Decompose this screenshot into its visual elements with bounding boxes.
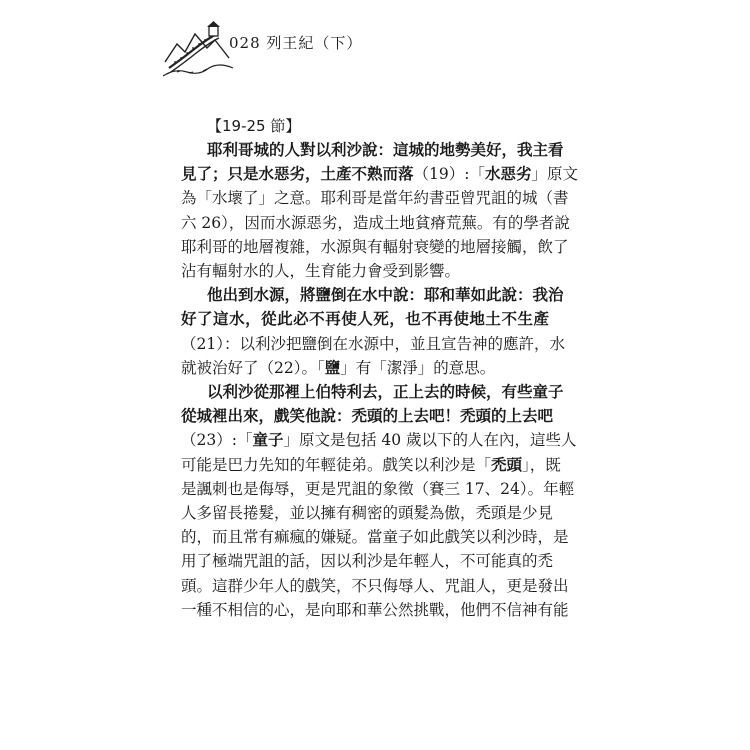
text-segment: 沾有輻射水的人，生育能力會受到影響。: [181, 262, 461, 280]
text-segment: 耶利哥的地層複雜，水源與有輻射衰變的地層接觸，飲了: [181, 237, 569, 256]
text-line: [181, 574, 569, 598]
text-segment: 就被治好了（22）。「: [181, 358, 325, 377]
text-segment: 用了極端咒詛的話，因以利沙是年輕人，不可能真的禿: [181, 552, 554, 571]
text-segment: 可能是巴力先知的年輕徒弟。戲笑以利沙是「: [181, 455, 492, 474]
bold-text: 他出到水源，將鹽倒在水中說：耶和華如此說：我治: [207, 285, 564, 305]
text-segment: 一種不相信的心，是向耶和華公然挑戰，他們不信神有能: [181, 600, 569, 619]
text-line: [181, 404, 554, 428]
text-line: [181, 307, 549, 331]
bold-text: 禿頭: [491, 454, 523, 474]
text-line: [181, 356, 549, 380]
text-line: [207, 283, 564, 307]
text-segment: 是諷刺也是侮辱，更是咒詛的象徵（賽三 17、24）。年輕: [181, 479, 575, 498]
bold-text: 水惡劣: [484, 164, 532, 184]
text-segment: 人多留長捲髮，並以擁有稠密的頭髮為傲，禿頭是少見: [181, 504, 554, 522]
text-segment: 」，既: [522, 455, 561, 474]
text-line: [181, 453, 561, 477]
text-segment: （21）：以利沙把鹽倒在水源中，並且宣告神的應許，水: [181, 334, 565, 353]
text-segment: 頭。這群少年人的戲笑，不只侮辱人、咒詛人，更是發出: [181, 576, 569, 595]
text-line: [181, 428, 577, 452]
bold-text: 耶利哥城的人對以利沙說：這城的地勢美好，我主看: [207, 140, 564, 159]
text-line: [181, 211, 570, 235]
text-line: [181, 186, 569, 210]
bold-text: 鹽: [324, 357, 341, 377]
text-line: [181, 259, 549, 283]
text-segment: （23）:「: [181, 431, 253, 450]
text-segment: 」原文是包括 40 歲以下的人在內，這些人: [283, 431, 577, 450]
text-segment: 的，而且常有痲瘋的嫌疑。當童子如此戲笑以利沙時，是: [181, 528, 569, 547]
running-head: 028 列王紀（下）: [229, 34, 363, 52]
text-line: [181, 162, 578, 186]
text-segment: （19）:「: [413, 165, 485, 184]
text-segment: 」有「潔淨」的意思。: [340, 358, 496, 377]
great-wall-icon: [163, 18, 233, 78]
bold-text: 童子: [252, 430, 284, 450]
text-line: [181, 549, 554, 573]
page-header: [163, 18, 563, 78]
text-line: [181, 525, 569, 549]
bold-text: 見了；只是水惡劣，土產不熟而落: [181, 164, 414, 184]
bold-text: 以利沙從那裡上伯特利去，正上去的時候，有些童子: [207, 382, 564, 401]
bold-text: 從城裡出來，戲笑他說：禿頭的上去吧！禿頭的上去吧: [181, 406, 554, 426]
text-line: [181, 501, 554, 525]
text-line: [207, 380, 564, 404]
text-segment: 六 26），因而水源惡劣，造成土地貧瘠荒蕪。有的學者說: [181, 213, 570, 232]
text-line: [207, 138, 564, 162]
text-segment: 為「水壞了」之意。耶利哥是當年約書亞曾咒詛的城（書: [181, 189, 569, 208]
text-segment: 」原文: [531, 165, 578, 184]
text-line: [181, 477, 575, 501]
text-line: [181, 598, 569, 622]
text-line: [181, 332, 565, 356]
text-line: [181, 235, 569, 259]
bold-text: 好了這水，從此必不再使人死，也不再使地土不生產: [181, 309, 549, 329]
section-label: 【19-25 節】: [207, 117, 301, 135]
